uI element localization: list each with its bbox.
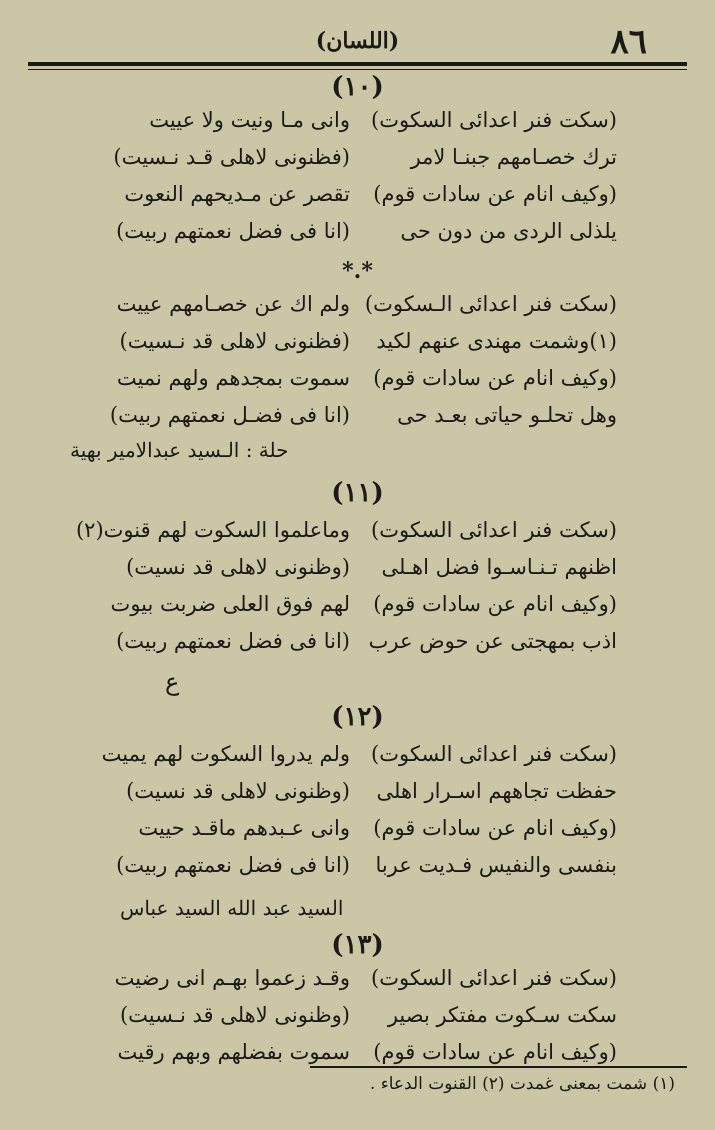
verse-first-half: (سكت فنر اعدائى السكوت)	[371, 108, 617, 132]
verse-row	[0, 742, 715, 779]
verse-row	[0, 329, 715, 366]
verse-first-half: يلذلى الردى من دون حى	[400, 219, 617, 243]
stanza-10-1	[0, 108, 715, 256]
verse-first-half: سكت سـكوت مفتكر بصير	[387, 1003, 617, 1027]
section-number-10: (١٠)	[331, 72, 384, 102]
verse-first-half: (١)وشمت مهندى عنهم لكيد	[376, 329, 617, 353]
verse-first-half: (سكت فنر اعدائى السكوت)	[371, 966, 617, 990]
stanza-13-1	[0, 966, 715, 1077]
verse-first-half: (وكيف انام عن سادات قوم)	[373, 182, 617, 206]
verse-second-half: (انا فى فضل نعمتهم ربيت)	[116, 853, 350, 877]
verse-first-half: بنفسى والنفيس فـديت عربا	[375, 853, 617, 877]
verse-first-half: وهل تحلـو حياتى بعـد حى	[397, 403, 617, 427]
verse-first-half: (وكيف انام عن سادات قوم)	[373, 592, 617, 616]
verse-second-half: (وظنونى لاهلى قد نـسيت)	[119, 1003, 350, 1027]
section-number-12: (١٢)	[331, 702, 384, 732]
verse-row	[0, 403, 715, 440]
verse-second-half: وانى عـبدهم ماقـد حييت	[138, 816, 350, 840]
attribution-12: السيد عبد الله السيد عباس	[120, 896, 344, 920]
header-rule-thin	[28, 69, 687, 70]
verse-second-half: وانى مـا ونيت ولا عييت	[149, 108, 350, 132]
verse-row	[0, 779, 715, 816]
stanza-12-1	[0, 742, 715, 890]
stanza-separator-stars: *.*	[342, 258, 373, 284]
verse-second-half: لهم فوق العلى ضربت بيوت	[110, 592, 350, 616]
verse-second-half: (فظنونى لاهلى قد نـسيت)	[119, 329, 350, 353]
section-number-13: (١٣)	[331, 930, 384, 960]
verse-first-half: (وكيف انام عن سادات قوم)	[373, 366, 617, 390]
verse-row	[0, 219, 715, 256]
verse-first-half: (وكيف انام عن سادات قوم)	[373, 816, 617, 840]
verse-row	[0, 966, 715, 1003]
verse-first-half: ترك خصـامهم جبنـا لامر	[410, 145, 617, 169]
verse-first-half: حفظت تجاههم اسـرار اهلى	[376, 779, 617, 803]
verse-row	[0, 366, 715, 403]
verse-second-half: (وظنونى لاهلى قد نسيت)	[126, 555, 350, 579]
verse-row	[0, 1003, 715, 1040]
verse-second-half: سموت بمجدهم ولهم نميت	[116, 366, 350, 390]
verse-row	[0, 629, 715, 666]
page-number: ٨٦	[610, 22, 647, 62]
verse-row	[0, 292, 715, 329]
page-header	[28, 22, 687, 62]
section-number-11: (١١)	[331, 478, 384, 508]
footnote-rule	[310, 1066, 687, 1068]
verse-row	[0, 108, 715, 145]
verse-row	[0, 182, 715, 219]
verse-row	[0, 518, 715, 555]
verse-row	[0, 853, 715, 890]
stanza-10-2	[0, 292, 715, 440]
verse-second-half: (وظنونى لاهلى قد نسيت)	[126, 779, 350, 803]
verse-second-half: ولم يدروا السكوت لهم يميت	[101, 742, 350, 766]
verse-second-half: (انا فى فضل نعمتهم ربيت)	[116, 219, 350, 243]
verse-second-half: وماعلموا السكوت لهم قنوت(٢)	[75, 518, 350, 542]
verse-first-half: (سكت فنر اعدائى الـسكوت)	[364, 292, 617, 316]
verse-row	[0, 555, 715, 592]
verse-first-half: اذب بمهجتى عن حوض عرب	[368, 629, 617, 653]
verse-second-half: سموت بفضلهم وبهم رقيت	[117, 1040, 350, 1064]
verse-second-half: وقـد زعموا بهـم انى رضيت	[114, 966, 350, 990]
attribution-11: ع	[165, 668, 180, 696]
stanza-11-1	[0, 518, 715, 666]
running-title: (اللسان)	[315, 28, 400, 54]
verse-first-half: (سكت فنر اعدائى السكوت)	[371, 518, 617, 542]
verse-first-half: (سكت فنر اعدائى السكوت)	[371, 742, 617, 766]
verse-first-half: (وكيف انام عن سادات قوم)	[373, 1040, 617, 1064]
verse-first-half: اظنهم تـنـاسـوا فضل اهـلى	[381, 555, 617, 579]
header-rule-thick	[28, 62, 687, 66]
verse-second-half: (انا فى فضـل نعمتهم ربيت)	[109, 403, 350, 427]
verse-row	[0, 145, 715, 182]
footnote: (١) شمت بمعنى غمدت (٢) القنوت الدعاء .	[369, 1074, 675, 1094]
verse-second-half: تقصر عن مـديحهم النعوت	[124, 182, 350, 206]
verse-row	[0, 592, 715, 629]
attribution-10: حلة : الـسيد عبدالامير بهية	[70, 438, 289, 462]
verse-row	[0, 816, 715, 853]
verse-row	[0, 1040, 715, 1077]
verse-second-half: (انا فى فضل نعمتهم ربيت)	[116, 629, 350, 653]
verse-second-half: ولم اك عن خصـامهم عييت	[116, 292, 350, 316]
verse-second-half: (فظنونى لاهلى قـد نـسيت)	[113, 145, 350, 169]
